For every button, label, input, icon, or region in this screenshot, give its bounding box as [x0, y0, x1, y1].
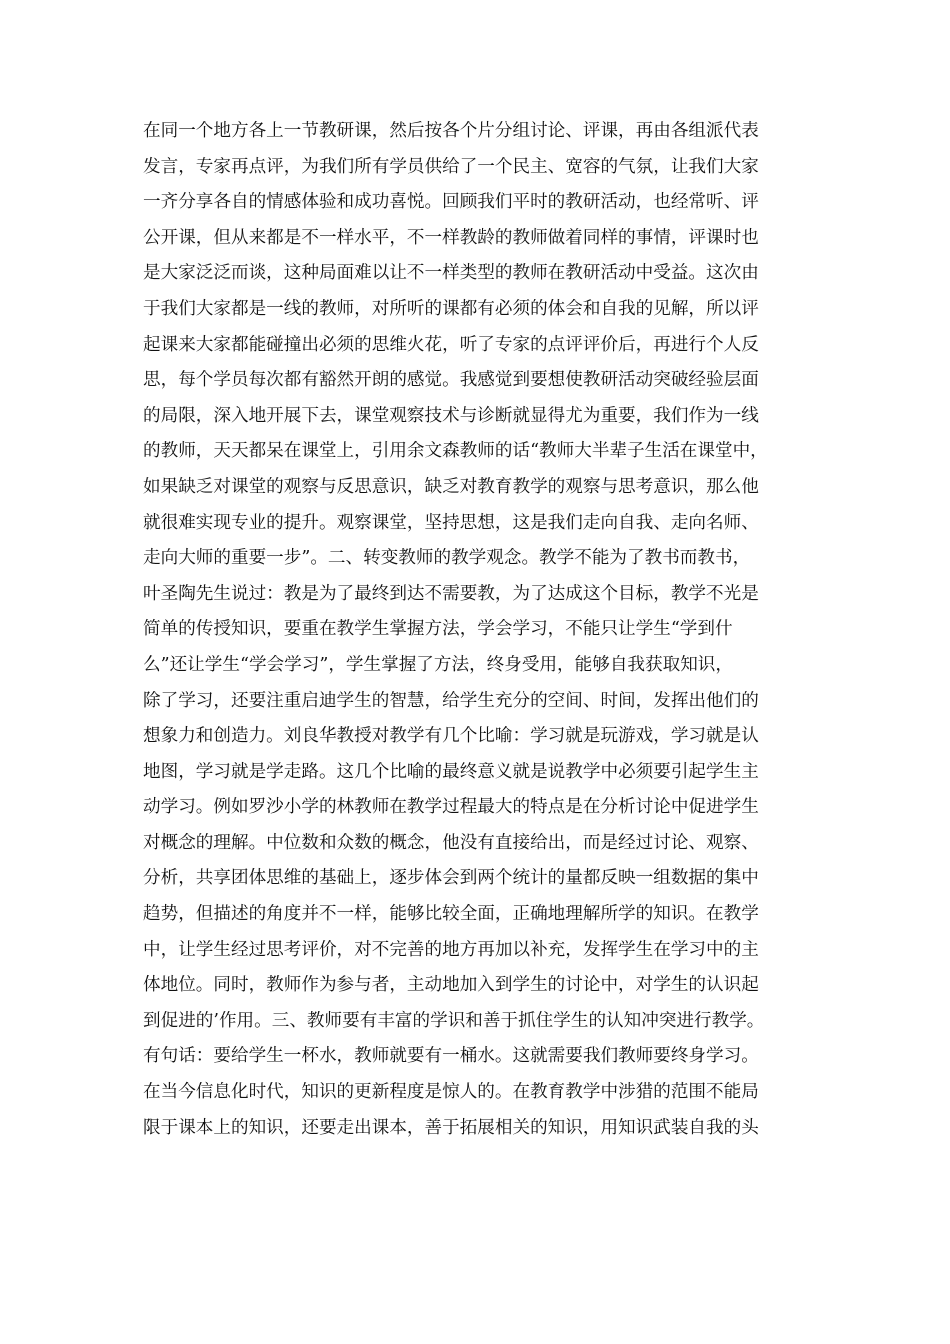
- text-line: 地图，学习就是学走路。这几个比喻的最终意义就是说教学中必须要引起学生主: [143, 761, 759, 782]
- text-line: 想象力和创造力。刘良华教授对教学有几个比喻：学习就是玩游戏，学习就是认: [143, 726, 759, 747]
- text-line: 公开课，但从来都是不一样水平，不一样教龄的教师做着同样的事情，评课时也: [143, 227, 759, 248]
- text-line: 如果缺乏对课堂的观察与反思意识，缺乏对教育教学的观察与思考意识，那么他: [143, 476, 759, 497]
- text-line: 对概念的理解。中位数和众数的概念，他没有直接给出，而是经过讨论、观察、: [143, 832, 759, 853]
- text-line: 一齐分享各自的情感体验和成功喜悦。回顾我们平时的教研活动，也经常听、评: [143, 192, 759, 213]
- text-line: 是大家泛泛而谈，这种局面难以让不一样类型的教师在教研活动中受益。这次由: [143, 263, 759, 284]
- text-line: 叶圣陶先生说过：教是为了最终到达不需要教，为了达成这个目标，教学不光是: [143, 583, 759, 604]
- text-line: 么”还让学生“学会学习”，学生掌握了方法，终身受用，能够自我获取知识，: [143, 654, 733, 675]
- text-line: 在同一个地方各上一节教研课，然后按各个片分组讨论、评课，再由各组派代表: [143, 121, 759, 141]
- text-line: 分析，共享团体思维的基础上，逐步体会到两个统计的量都反映一组数据的集中: [143, 868, 759, 889]
- text-line: 的教师，天天都呆在课堂上，引用余文森教师的话“教师大半辈子生活在课堂中，: [143, 441, 768, 462]
- text-line: 于我们大家都是一线的教师，对所听的课都有必须的体会和自我的见解，所以评: [143, 298, 759, 319]
- text-line: 限于课本上的知识，还要走出课本，善于拓展相关的知识，用知识武装自我的头: [143, 1117, 759, 1138]
- text-line: 有句话：要给学生一杯水，教师就要有一桶水。这就需要我们教师要终身学习。: [143, 1046, 759, 1067]
- text-line: 在当今信息化时代，知识的更新程度是惊人的。在教育教学中涉猎的范围不能局: [143, 1082, 759, 1103]
- text-line: 趋势，但描述的角度并不一样，能够比较全面，正确地理解所学的知识。在教学: [143, 904, 759, 925]
- text-line: 中，让学生经过思考评价，对不完善的地方再加以补充，发挥学生在学习中的主: [143, 939, 759, 960]
- text-line: 到促进的’作用。三、教师要有丰富的学识和善于抓住学生的认知冲突进行教学。: [143, 1010, 765, 1031]
- text-line: 体地位。同时，教师作为参与者，主动地加入到学生的讨论中，对学生的认识起: [143, 975, 759, 996]
- body-text: [143, 114, 833, 1146]
- text-line: 的局限，深入地开展下去，课堂观察技术与诊断就显得尤为重要，我们作为一线: [143, 405, 759, 426]
- text-line: 简单的传授知识，要重在教学生掌握方法，学会学习，不能只让学生“学到什: [143, 619, 733, 640]
- text-line: 除了学习，还要注重启迪学生的智慧，给学生充分的空间、时间，发挥出他们的: [143, 690, 759, 711]
- text-line: 思，每个学员每次都有豁然开朗的感觉。我感觉到要想使教研活动突破经验层面: [143, 370, 759, 391]
- text-line: 发言，专家再点评，为我们所有学员供给了一个民主、宽容的气氛，让我们大家: [143, 156, 759, 177]
- text-line: 动学习。例如罗沙小学的林教师在教学过程最大的特点是在分析讨论中促进学生: [143, 797, 759, 818]
- text-line: 走向大师的重要一步”。二、转变教师的教学观念。教学不能为了教书而教书，: [143, 548, 751, 569]
- text-line: 就很难实现专业的提升。观察课堂，坚持思想，这是我们走向自我、走向名师、: [143, 512, 759, 533]
- text-line: 起课来大家都能碰撞出必须的思维火花，听了专家的点评评价后，再进行个人反: [143, 334, 759, 355]
